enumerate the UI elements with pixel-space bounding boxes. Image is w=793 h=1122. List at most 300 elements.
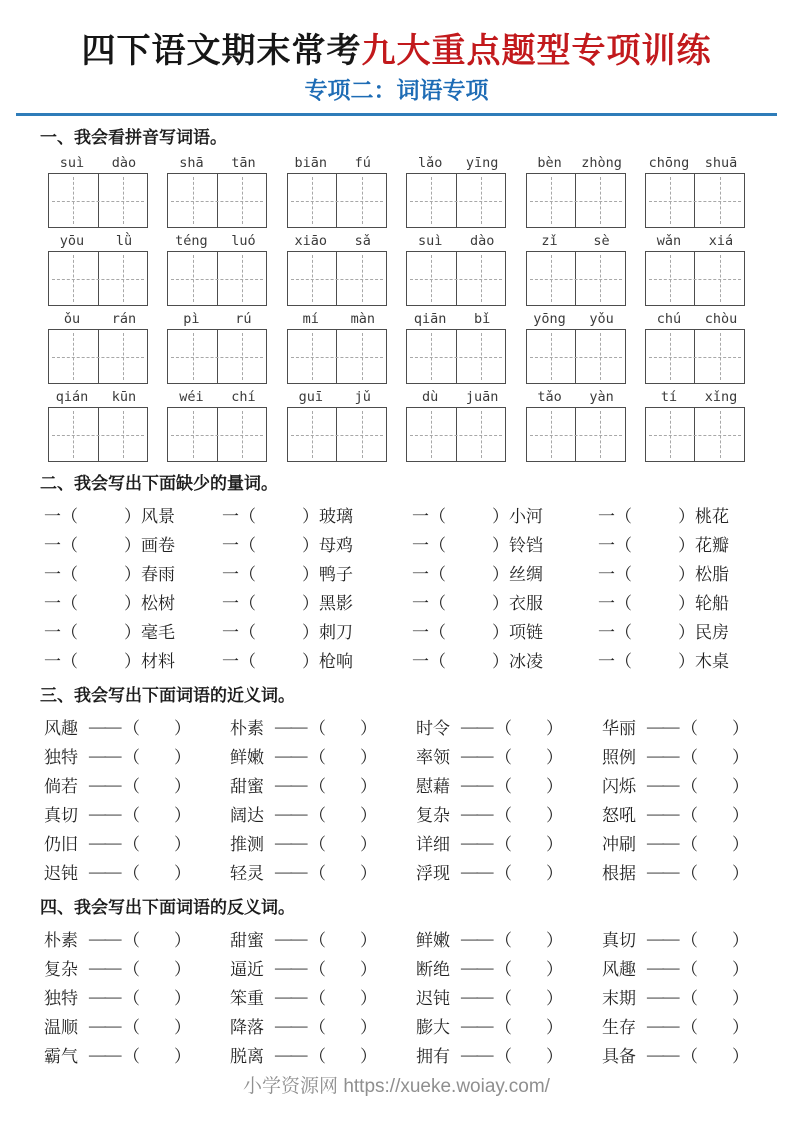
- writing-cell[interactable]: [49, 174, 98, 227]
- measure-word-item: [222, 558, 412, 587]
- paren-open: （: [123, 960, 140, 979]
- writing-cell[interactable]: [288, 252, 337, 305]
- paren-open: （: [123, 1047, 140, 1066]
- writing-grid[interactable]: [645, 251, 745, 306]
- paren-close: ）: [302, 536, 319, 555]
- writing-cell[interactable]: [49, 408, 98, 461]
- paren-close: ）: [546, 960, 563, 979]
- numeral: 一: [222, 507, 239, 526]
- paren-open: （: [309, 1047, 326, 1066]
- writing-grid[interactable]: [287, 173, 387, 228]
- dash: ——: [275, 1044, 306, 1064]
- dash: ——: [275, 832, 306, 852]
- writing-cell[interactable]: [217, 330, 267, 383]
- writing-cell[interactable]: [288, 408, 337, 461]
- synonym-item: [416, 857, 602, 886]
- writing-grid[interactable]: [406, 329, 506, 384]
- paren-open: （: [309, 960, 326, 979]
- writing-cell[interactable]: [168, 330, 217, 383]
- writing-cell[interactable]: [575, 252, 625, 305]
- dash: ——: [89, 986, 120, 1006]
- dash: ——: [647, 716, 678, 736]
- paren-close: ）: [174, 864, 191, 883]
- prompt-word: 照例: [602, 748, 636, 767]
- paren-open: （: [429, 507, 446, 526]
- paren-close: ）: [546, 864, 563, 883]
- writing-cell[interactable]: [646, 174, 695, 227]
- paren-close: ）: [678, 652, 695, 671]
- paren-close: ）: [124, 507, 141, 526]
- prompt-word: 拥有: [416, 1047, 450, 1066]
- writing-cell[interactable]: [407, 252, 456, 305]
- pinyin-labels: [165, 232, 269, 251]
- pinyin-labels: [46, 232, 150, 251]
- pinyin-word-unit: [46, 310, 150, 384]
- writing-cell[interactable]: [98, 252, 148, 305]
- pinyin-syllable: yōng: [533, 311, 566, 327]
- measure-word-item: [222, 587, 412, 616]
- writing-grid[interactable]: [167, 329, 267, 384]
- pinyin-syllable: xǐng: [704, 389, 738, 405]
- writing-cell[interactable]: [575, 330, 625, 383]
- numeral: 一: [222, 565, 239, 584]
- synonym-item: [44, 857, 230, 886]
- pinyin-syllable: rú: [235, 311, 252, 327]
- prompt-word: 温顺: [44, 1018, 78, 1037]
- writing-cell[interactable]: [456, 330, 506, 383]
- pinyin-syllable: suì: [417, 233, 443, 249]
- writing-cell[interactable]: [168, 408, 217, 461]
- writing-cell[interactable]: [336, 174, 386, 227]
- paren-open: （: [495, 748, 512, 767]
- numeral: 一: [412, 536, 429, 555]
- synonym-item: [416, 741, 602, 770]
- writing-grid[interactable]: [526, 173, 626, 228]
- measure-word-item: [598, 616, 749, 645]
- writing-cell[interactable]: [98, 408, 148, 461]
- dash: ——: [647, 1044, 678, 1064]
- writing-cell[interactable]: [288, 174, 337, 227]
- measure-word-item: [412, 529, 598, 558]
- writing-grid[interactable]: [645, 329, 745, 384]
- dash: ——: [647, 861, 678, 881]
- writing-cell[interactable]: [217, 252, 267, 305]
- synonym-item: [230, 799, 416, 828]
- antonym-item: [416, 924, 602, 953]
- paren-close: ）: [360, 989, 377, 1008]
- antonym-item: [44, 1040, 230, 1069]
- writing-grid[interactable]: [48, 251, 148, 306]
- paren-close: ）: [302, 565, 319, 584]
- synonym-item: [44, 828, 230, 857]
- paren-open: （: [615, 507, 632, 526]
- dash: ——: [461, 1044, 492, 1064]
- writing-grid[interactable]: [287, 251, 387, 306]
- pinyin-word-unit: [165, 388, 269, 462]
- writing-cell[interactable]: [527, 252, 576, 305]
- writing-cell[interactable]: [336, 408, 386, 461]
- writing-cell[interactable]: [217, 408, 267, 461]
- dash: ——: [647, 832, 678, 852]
- section-1-heading: 一、我会看拼音写词语。: [40, 128, 227, 147]
- measure-word-item: [598, 587, 749, 616]
- writing-grid[interactable]: [406, 407, 506, 462]
- paren-open: （: [309, 1018, 326, 1037]
- measure-word-item: [412, 500, 598, 529]
- writing-cell[interactable]: [407, 330, 456, 383]
- pinyin-word-unit: [285, 310, 389, 384]
- paren-open: （: [239, 536, 256, 555]
- paren-close: ）: [302, 652, 319, 671]
- pinyin-syllable: luó: [231, 233, 256, 249]
- dash: ——: [89, 832, 120, 852]
- writing-grid[interactable]: [48, 329, 148, 384]
- pinyin-word-unit: [643, 388, 747, 462]
- paren-close: ）: [302, 594, 319, 613]
- synonym-item: [416, 712, 602, 741]
- paren-open: （: [123, 835, 140, 854]
- synonym-item: [602, 857, 749, 886]
- prompt-word: 降落: [230, 1018, 264, 1037]
- numeral: 一: [598, 594, 615, 613]
- pinyin-labels: [524, 388, 628, 407]
- paren-open: （: [681, 1047, 698, 1066]
- prompt-word: 膨大: [416, 1018, 450, 1037]
- paren-open: （: [495, 864, 512, 883]
- writing-grid[interactable]: [406, 173, 506, 228]
- writing-cell[interactable]: [646, 252, 695, 305]
- writing-cell[interactable]: [694, 252, 744, 305]
- pinyin-syllable: qiān: [413, 311, 447, 327]
- prompt-word: 率领: [416, 748, 450, 767]
- pinyin-syllable: pì: [183, 311, 200, 327]
- prompt-word: 浮现: [416, 864, 450, 883]
- writing-grid[interactable]: [167, 173, 267, 228]
- paren-close: ）: [546, 1047, 563, 1066]
- writing-cell[interactable]: [217, 174, 267, 227]
- paren-close: ）: [546, 748, 563, 767]
- measure-word-item: [598, 500, 749, 529]
- noun-word: 松脂: [695, 565, 729, 584]
- synonym-item: [44, 712, 230, 741]
- noun-word: 春雨: [141, 565, 175, 584]
- measure-word-item: [412, 558, 598, 587]
- dash: ——: [275, 1015, 306, 1035]
- writing-cell[interactable]: [646, 330, 695, 383]
- pinyin-syllable: dào: [111, 155, 137, 171]
- synonym-grid: [44, 712, 749, 886]
- noun-word: 松树: [141, 594, 175, 613]
- pinyin-syllable: tǎo: [537, 389, 562, 405]
- paren-close: ）: [174, 719, 191, 738]
- pinyin-syllable: chōng: [648, 155, 690, 171]
- writing-cell[interactable]: [407, 408, 456, 461]
- measure-word-item: [222, 645, 412, 674]
- prompt-word: 时令: [416, 719, 450, 738]
- writing-grid[interactable]: [645, 407, 745, 462]
- prompt-word: 推测: [230, 835, 264, 854]
- writing-cell[interactable]: [575, 408, 625, 461]
- pinyin-syllable: sè: [593, 233, 610, 249]
- pinyin-syllable: yàn: [589, 389, 614, 405]
- dash: ——: [275, 928, 306, 948]
- prompt-word: 仍旧: [44, 835, 78, 854]
- writing-grid[interactable]: [48, 173, 148, 228]
- pinyin-syllable: guī: [298, 389, 323, 405]
- paren-open: （: [681, 835, 698, 854]
- measure-word-item: [44, 587, 222, 616]
- paren-open: （: [681, 806, 698, 825]
- pinyin-syllable: chòu: [704, 311, 738, 327]
- numeral: 一: [44, 536, 61, 555]
- paren-close: ）: [174, 835, 191, 854]
- paren-open: （: [239, 652, 256, 671]
- writing-cell[interactable]: [646, 408, 695, 461]
- prompt-word: 冲刷: [602, 835, 636, 854]
- noun-word: 木桌: [695, 652, 729, 671]
- antonym-item: [416, 1040, 602, 1069]
- paren-close: ）: [360, 1047, 377, 1066]
- synonym-item: [230, 741, 416, 770]
- paren-open: （: [615, 565, 632, 584]
- paren-open: （: [309, 835, 326, 854]
- dash: ——: [461, 928, 492, 948]
- section-3-heading: 三、我会写出下面词语的近义词。: [40, 686, 295, 705]
- antonym-item: [44, 982, 230, 1011]
- paren-open: （: [123, 864, 140, 883]
- paren-open: （: [681, 777, 698, 796]
- writing-cell[interactable]: [336, 252, 386, 305]
- antonym-item: [230, 1011, 416, 1040]
- writing-grid[interactable]: [526, 251, 626, 306]
- numeral: 一: [598, 623, 615, 642]
- writing-cell[interactable]: [168, 174, 217, 227]
- pinyin-word-unit: [643, 232, 747, 306]
- synonym-item: [602, 770, 749, 799]
- paren-close: ）: [124, 536, 141, 555]
- paren-open: （: [309, 864, 326, 883]
- dash: ——: [647, 986, 678, 1006]
- writing-cell[interactable]: [49, 252, 98, 305]
- dash: ——: [89, 716, 120, 736]
- paren-close: ）: [360, 931, 377, 950]
- paren-open: （: [309, 931, 326, 950]
- paren-close: ）: [492, 623, 509, 642]
- writing-cell[interactable]: [694, 408, 744, 461]
- writing-grid[interactable]: [406, 251, 506, 306]
- dash: ——: [461, 803, 492, 823]
- noun-word: 花瓣: [695, 536, 729, 555]
- paren-close: ）: [174, 989, 191, 1008]
- prompt-word: 笨重: [230, 989, 264, 1008]
- pinyin-syllable: shuā: [704, 155, 738, 171]
- pinyin-row-4: [46, 388, 747, 462]
- paren-open: （: [495, 989, 512, 1008]
- paren-open: （: [123, 931, 140, 950]
- prompt-word: 朴素: [230, 719, 264, 738]
- noun-word: 玻璃: [319, 507, 353, 526]
- measure-word-item: [598, 529, 749, 558]
- numeral: 一: [412, 623, 429, 642]
- paren-open: （: [495, 719, 512, 738]
- paren-close: ）: [492, 536, 509, 555]
- writing-cell[interactable]: [456, 252, 506, 305]
- dash: ——: [647, 803, 678, 823]
- paren-open: （: [681, 989, 698, 1008]
- noun-word: 衣服: [509, 594, 543, 613]
- numeral: 一: [222, 594, 239, 613]
- paren-close: ）: [732, 777, 749, 796]
- paren-open: （: [61, 507, 78, 526]
- pinyin-syllable: màn: [350, 311, 375, 327]
- prompt-word: 闪烁: [602, 777, 636, 796]
- pinyin-syllable: wǎn: [656, 233, 682, 249]
- paren-close: ）: [124, 565, 141, 584]
- prompt-word: 倘若: [44, 777, 78, 796]
- pinyin-syllable: tān: [231, 155, 256, 171]
- synonym-item: [602, 799, 749, 828]
- synonym-item: [602, 828, 749, 857]
- synonym-item: [230, 770, 416, 799]
- pinyin-word-unit: [524, 388, 628, 462]
- measure-word-grid: [44, 500, 749, 674]
- pinyin-labels: [165, 154, 269, 173]
- pinyin-syllable: xiāo: [294, 233, 328, 249]
- dash: ——: [89, 745, 120, 765]
- paren-close: ）: [732, 806, 749, 825]
- pinyin-labels: [643, 232, 747, 251]
- paren-close: ）: [174, 1047, 191, 1066]
- numeral: 一: [412, 507, 429, 526]
- paren-open: （: [495, 835, 512, 854]
- writing-cell[interactable]: [407, 174, 456, 227]
- section-2-heading: 二、我会写出下面缺少的量词。: [40, 474, 278, 493]
- paren-open: （: [495, 1047, 512, 1066]
- antonym-item: [230, 1040, 416, 1069]
- numeral: 一: [598, 652, 615, 671]
- noun-word: 轮船: [695, 594, 729, 613]
- paren-close: ）: [546, 1018, 563, 1037]
- writing-cell[interactable]: [694, 174, 744, 227]
- paren-open: （: [495, 1018, 512, 1037]
- prompt-word: 真切: [602, 931, 636, 950]
- writing-cell[interactable]: [168, 252, 217, 305]
- pinyin-labels: [524, 232, 628, 251]
- writing-cell[interactable]: [98, 330, 148, 383]
- pinyin-word-unit: [524, 310, 628, 384]
- paren-open: （: [309, 719, 326, 738]
- writing-grid[interactable]: [526, 407, 626, 462]
- paren-open: （: [123, 777, 140, 796]
- writing-cell[interactable]: [456, 408, 506, 461]
- pinyin-syllable: qián: [55, 389, 89, 405]
- paren-open: （: [61, 565, 78, 584]
- writing-grid[interactable]: [287, 407, 387, 462]
- writing-grid[interactable]: [167, 251, 267, 306]
- prompt-word: 生存: [602, 1018, 636, 1037]
- pinyin-labels: [404, 388, 508, 407]
- writing-cell[interactable]: [527, 174, 576, 227]
- writing-grid[interactable]: [526, 329, 626, 384]
- pinyin-syllable: sǎ: [354, 233, 371, 249]
- writing-cell[interactable]: [456, 174, 506, 227]
- paren-open: （: [681, 864, 698, 883]
- numeral: 一: [222, 536, 239, 555]
- numeral: 一: [412, 594, 429, 613]
- pinyin-syllable: wéi: [179, 389, 204, 405]
- noun-word: 项链: [509, 623, 543, 642]
- prompt-word: 具备: [602, 1047, 636, 1066]
- writing-cell[interactable]: [98, 174, 148, 227]
- paren-open: （: [429, 652, 446, 671]
- pinyin-labels: [643, 388, 747, 407]
- measure-word-item: [598, 645, 749, 674]
- paren-open: （: [123, 719, 140, 738]
- measure-word-item: [44, 500, 222, 529]
- paren-close: ）: [360, 777, 377, 796]
- prompt-word: 阔达: [230, 806, 264, 825]
- pinyin-syllable: juān: [465, 389, 499, 405]
- pinyin-word-unit: [404, 232, 508, 306]
- prompt-word: 鲜嫩: [416, 931, 450, 950]
- writing-grid[interactable]: [287, 329, 387, 384]
- pinyin-labels: [524, 310, 628, 329]
- dash: ——: [461, 745, 492, 765]
- writing-cell[interactable]: [527, 408, 576, 461]
- pinyin-syllable: chí: [231, 389, 256, 405]
- paren-open: （: [123, 748, 140, 767]
- prompt-word: 逼近: [230, 960, 264, 979]
- writing-grid[interactable]: [645, 173, 745, 228]
- writing-cell[interactable]: [49, 330, 98, 383]
- pinyin-word-unit: [404, 154, 508, 228]
- paren-close: ）: [546, 719, 563, 738]
- dash: ——: [89, 928, 120, 948]
- paren-close: ）: [360, 960, 377, 979]
- antonym-item: [230, 982, 416, 1011]
- noun-word: 材料: [141, 652, 175, 671]
- paren-close: ）: [360, 1018, 377, 1037]
- paren-close: ）: [732, 835, 749, 854]
- paren-open: （: [239, 623, 256, 642]
- page-subtitle: 专项二：词语专项: [304, 78, 489, 103]
- paren-open: （: [239, 507, 256, 526]
- numeral: 一: [598, 536, 615, 555]
- pinyin-syllable: mí: [302, 311, 319, 327]
- writing-cell[interactable]: [336, 330, 386, 383]
- paren-open: （: [615, 536, 632, 555]
- paren-open: （: [681, 931, 698, 950]
- noun-word: 鸭子: [319, 565, 353, 584]
- page-title: [44, 32, 749, 72]
- writing-cell[interactable]: [575, 174, 625, 227]
- writing-cell[interactable]: [694, 330, 744, 383]
- noun-word: 民房: [695, 623, 729, 642]
- paren-close: ）: [174, 931, 191, 950]
- writing-cell[interactable]: [527, 330, 576, 383]
- noun-word: 铃铛: [509, 536, 543, 555]
- pinyin-syllable: lǎo: [417, 155, 443, 171]
- antonym-item: [602, 982, 749, 1011]
- writing-grid[interactable]: [167, 407, 267, 462]
- pinyin-word-unit: [524, 232, 628, 306]
- writing-grid[interactable]: [48, 407, 148, 462]
- writing-cell[interactable]: [288, 330, 337, 383]
- pinyin-labels: [643, 154, 747, 173]
- paren-open: （: [309, 989, 326, 1008]
- paren-close: ）: [732, 960, 749, 979]
- numeral: 一: [44, 652, 61, 671]
